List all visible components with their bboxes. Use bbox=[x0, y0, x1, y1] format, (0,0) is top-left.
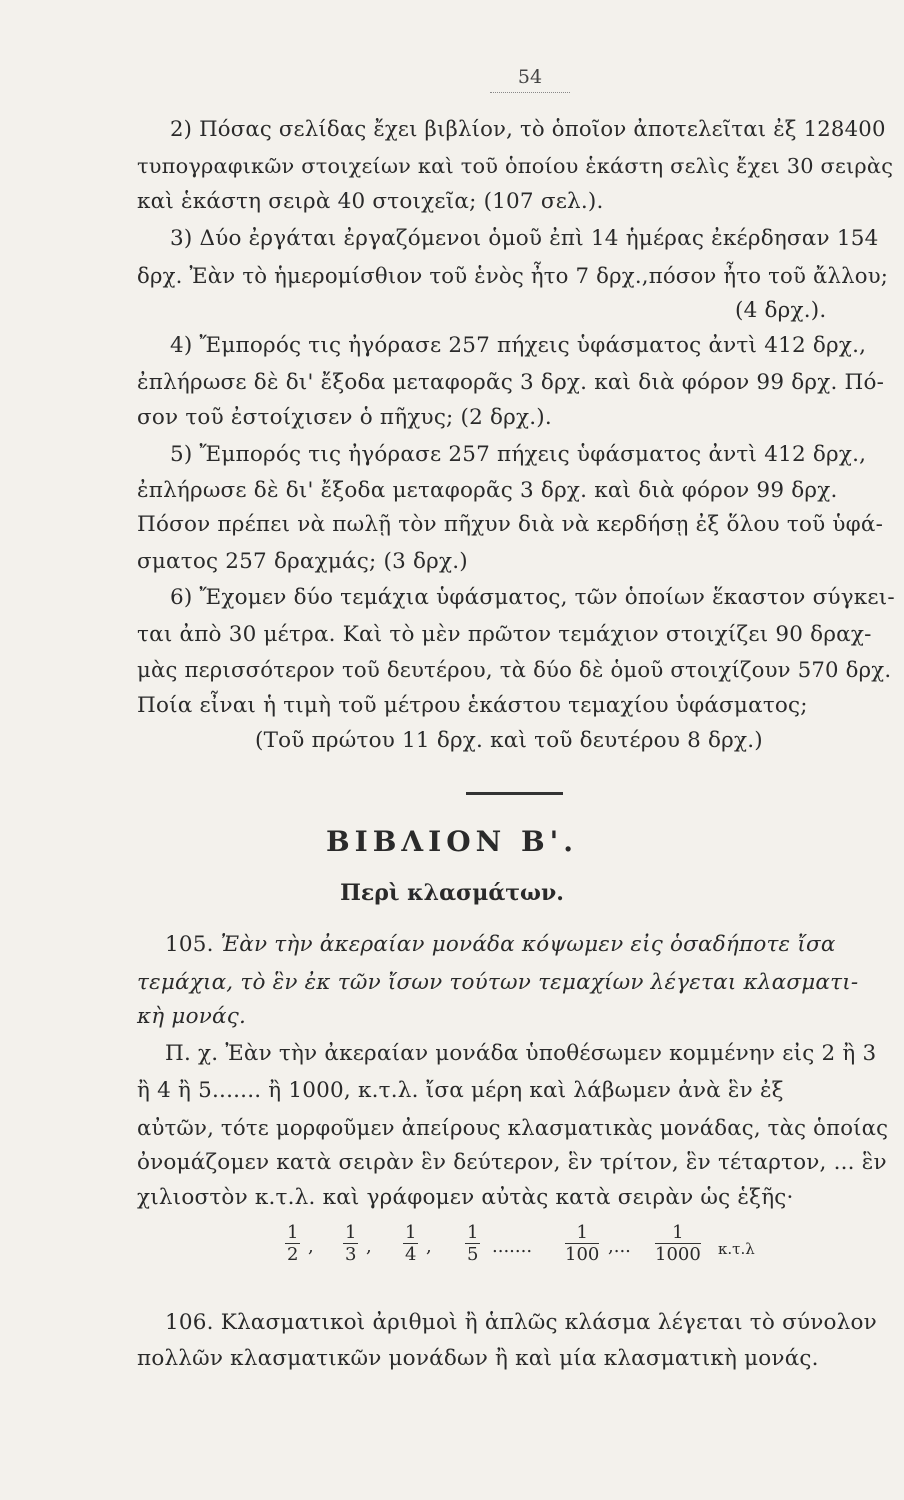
fraction bbox=[565, 1222, 599, 1265]
text-line: 4) Ἔμπορός τις ἠγόρασε 257 πήχεις ὑφάσματος ἀντὶ 412 δρχ., bbox=[170, 333, 867, 358]
text-line: 3) Δύο ἐργάται ἐργαζόμενοι ὁμοῦ ἐπὶ 14 ἡμέρας ἐκέρδησαν 154 bbox=[170, 226, 879, 251]
paragraph-105-line: αὐτῶν, τότε μορφοῦμεν ἀπείρους κλασματικὰς μονάδας, τὰς ὁποίας bbox=[137, 1115, 889, 1140]
separator: ....... bbox=[492, 1236, 533, 1257]
separator: , bbox=[308, 1236, 314, 1257]
paragraph-105-line bbox=[165, 932, 836, 957]
denominator: 4 bbox=[405, 1244, 417, 1265]
fraction-list bbox=[270, 1222, 790, 1282]
paragraph-106-line: πολλῶν κλασματικῶν μονάδων ἢ καὶ μία κλασματικὴ μονάς. bbox=[137, 1346, 819, 1371]
fraction bbox=[343, 1222, 358, 1265]
numerator: 1 bbox=[467, 1222, 479, 1243]
text-line: 2) Πόσας σελίδας ἔχει βιβλίον, τὸ ὁποῖον ἀποτελεῖται ἐξ 128400 bbox=[170, 116, 886, 141]
numerator: 1 bbox=[405, 1222, 417, 1243]
paragraph-105-line: χιλιοστὸν κ.τ.λ. καὶ γράφομεν αὐτὰς κατὰ σειρὰν ὡς ἑξῆς· bbox=[137, 1185, 794, 1210]
paragraph-105-line: κὴ μονάς. bbox=[137, 1004, 246, 1029]
text-line: δρχ. Ἐὰν τὸ ἡμερομίσθιον τοῦ ἑνὸς ἦτο 7 δρχ.,πόσον ἦτο τοῦ ἄλλου; bbox=[137, 263, 889, 288]
paragraph-105-line: ὀνομάζομεν κατὰ σειρὰν ἓν δεύτερον, ἓν τρίτον, ἓν τέταρτον, ... ἓν bbox=[137, 1150, 887, 1175]
paragraph-106-line bbox=[165, 1310, 877, 1335]
section-divider bbox=[466, 792, 563, 795]
numerator: 1 bbox=[345, 1222, 357, 1243]
text-line: Ποία εἶναι ἡ τιμὴ τοῦ μέτρου ἑκάστου τεμαχίου ὑφάσματος; bbox=[137, 693, 808, 718]
numerator: 1 bbox=[655, 1222, 701, 1244]
text-line: 6) Ἔχομεν δύο τεμάχια ὑφάσματος, τῶν ὁποίων ἕκαστον σύγκει- bbox=[170, 585, 895, 610]
definition-text: Ἐὰν τὴν ἀκεραίαν μονάδα κόψωμεν εἰς ὁσαδήποτε ἴσα bbox=[220, 932, 836, 957]
denominator: 100 bbox=[565, 1244, 600, 1265]
text-line: σον τοῦ ἐστοίχισεν ὁ πῆχυς; (2 δρχ.). bbox=[137, 405, 552, 430]
separator: , bbox=[366, 1236, 372, 1257]
text-line: σματος 257 δραχμάς; (3 δρχ.) bbox=[137, 549, 468, 574]
text-line: τυπογραφικῶν στοιχείων καὶ τοῦ ὁποίου ἑκάστη σελὶς ἔχει 30 σειρὰς bbox=[137, 154, 894, 178]
paragraph-105-line: ἢ 4 ἢ 5....... ἢ 1000, κ.τ.λ. ἴσα μέρη καὶ λάβωμεν ἀνὰ ἓν ἐξ bbox=[137, 1078, 784, 1103]
text-line: ται ἀπὸ 30 μέτρα. Καὶ τὸ μὲν πρῶτον τεμάχιον στοιχίζει 90 δραχ- bbox=[137, 622, 872, 647]
page-number: 54 bbox=[490, 66, 570, 93]
numerator: 1 bbox=[287, 1222, 299, 1243]
paragraph-text: Κλασματικοὶ ἀριθμοὶ ἢ ἁπλῶς κλάσμα λέγεται τὸ σύνολον bbox=[220, 1310, 877, 1335]
book-title: ΒΙΒΛΙΟΝ Β'. bbox=[326, 825, 578, 858]
separator: , bbox=[426, 1236, 432, 1257]
fraction bbox=[655, 1222, 701, 1265]
text-line: (4 δρχ.). bbox=[735, 298, 827, 323]
text-line: ἐπλήρωσε δὲ δι' ἔξοδα μεταφορᾶς 3 δρχ. καὶ διὰ φόρον 99 δρχ. bbox=[137, 478, 838, 503]
fraction bbox=[465, 1222, 480, 1265]
denominator: 1000 bbox=[655, 1244, 701, 1265]
numerator: 1 bbox=[565, 1222, 599, 1244]
fraction bbox=[285, 1222, 300, 1265]
paragraph-number: 105. bbox=[165, 932, 214, 957]
paragraph-105-line: τεμάχια, τὸ ἓν ἐκ τῶν ἴσων τούτων τεμαχίων λέγεται κλασματι- bbox=[137, 970, 859, 995]
denominator: 2 bbox=[287, 1244, 299, 1265]
paragraph-105-line: Π. χ. Ἐὰν τὴν ἀκεραίαν μονάδα ὑποθέσωμεν κομμένην εἰς 2 ἢ 3 bbox=[165, 1041, 877, 1066]
paragraph-number: 106. bbox=[165, 1310, 214, 1335]
separator: ,... bbox=[608, 1236, 631, 1257]
fraction bbox=[403, 1222, 418, 1265]
text-line: μὰς περισσότερον τοῦ δευτέρου, τὰ δύο δὲ ὁμοῦ στοιχίζουν 570 δρχ. bbox=[137, 657, 892, 682]
section-title: Περὶ κλασμάτων. bbox=[340, 880, 564, 906]
text-line: Πόσον πρέπει νὰ πωλῇ τὸν πῆχυν διὰ νὰ κερδήσῃ ἐξ ὅλου τοῦ ὑφά- bbox=[137, 512, 884, 537]
denominator: 5 bbox=[467, 1244, 479, 1265]
denominator: 3 bbox=[345, 1244, 357, 1265]
text-line: 5) Ἔμπορός τις ἠγόρασε 257 πήχεις ὑφάσματος ἀντὶ 412 δρχ., bbox=[170, 442, 867, 467]
separator: κ.τ.λ bbox=[718, 1240, 755, 1258]
text-line: ἐπλήρωσε δὲ δι' ἔξοδα μεταφορᾶς 3 δρχ. καὶ διὰ φόρον 99 δρχ. Πό- bbox=[137, 370, 885, 395]
text-line: καὶ ἑκάστη σειρὰ 40 στοιχεῖα; (107 σελ.). bbox=[137, 189, 604, 214]
text-line: (Τοῦ πρώτου 11 δρχ. καὶ τοῦ δευτέρου 8 δρχ.) bbox=[255, 728, 763, 753]
